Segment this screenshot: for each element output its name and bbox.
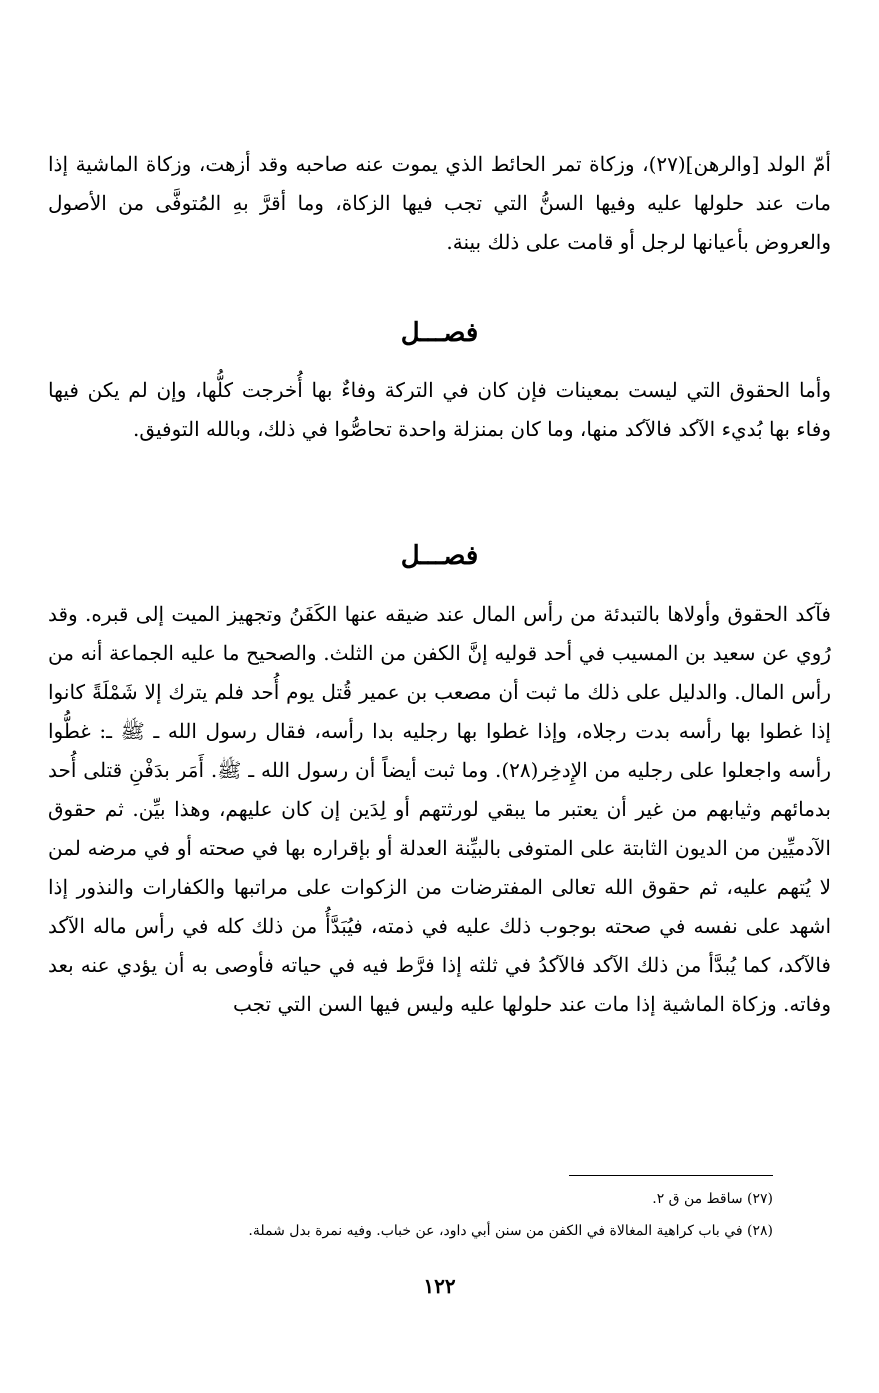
body-paragraph: وأما الحقوق التي ليست بمعينات فإن كان في التركة وفاءٌ بها أُخرجت كلُّها، وإن لم يكن فيها وفاء بها بُديء الآكد فالآكد منها، وما كان بمنزلة واحدة تحاصُّوا في ذلك، وبالله التوفيق. xyxy=(48,378,831,441)
footnote: (٢٧) ساقط من ق ٢. xyxy=(652,1191,773,1207)
section-heading: فصـــل xyxy=(400,318,479,348)
section-heading: فصـــل xyxy=(400,541,479,571)
footnote: (٢٨) في باب كراهية المغالاة في الكفن من سنن أبي داود، عن خباب. وفيه نمرة بدل شملة. xyxy=(248,1223,773,1239)
page-number: ١٢٢ xyxy=(423,1274,456,1298)
body-paragraph: فآكد الحقوق وأولاها بالتبدئة من رأس المال عند ضيقه عنها الكَفَنُ وتجهيز الميت إلى قبره. وقد رُوي عن سعيد بن المسيب في أحد قوليه إنَّ الكفن من الثلث. والصحيح ما عليه الجماعة أنه من رأس المال. والدليل على ذلك ما ثبت أن مصعب بن عمير قُتل يوم أُحد فلم يترك إلا شَمْلَةً كانوا إذا غطوا بها رأسه بدت رجلاه، وإذا غطوا بها رجليه بدا رأسه، فقال رسول الله ـ ﷺ ـ: غطُّوا رأسه واجعلوا على رجليه من الإِدخِر(٢٨). وما ثبت أيضاً أن رسول الله ـ ﷺ. أَمَر بدَفْنِ قتلى أُحد بدمائهم وثيابهم من غير أن يعتبر ما يبقي لورثتهم أو لِدَين إن كان عليهم، وهذا بيِّن. ثم حقوق الآدميِّين من الديون الثابتة على المتوفى بالبيِّنة العدلة أو بإقراره بها في صحته أو في مرضه لمن لا يُتهم عليه، ثم حقوق الله تعالى المفترضات من الزكوات على مراتبها والكفارات والنذور إذا اشهد على نفسه في صحته بوجوب ذلك عليه في ذمته، فيُبَدَّأُ من ذلك كله في رأس ماله الآكد فالآكد، كما يُبدَّأ من ذلك الآكد فالآكدُ في ثلثه إذا فرَّط فيه في حياته فأوصى به أن يؤدي عنه بعد وفاته. وزكاة الماشية إذا مات عند حلولها عليه وليس فيها السن التي تجب xyxy=(48,602,831,1016)
footnote-divider xyxy=(569,1175,773,1176)
body-paragraph: أمّ الولد [والرهن](٢٧)، وزكاة تمر الحائط الذي يموت عنه صاحبه وقد أزهت، وزكاة الماشية إذا مات عند حلولها عليه وفيها السنُّ التي تجب فيها الزكاة، وما أقرَّ بهِ المُتوفَّى من الأصول والعروض بأعيانها لرجل أو قامت على ذلك بينة. xyxy=(48,152,831,254)
